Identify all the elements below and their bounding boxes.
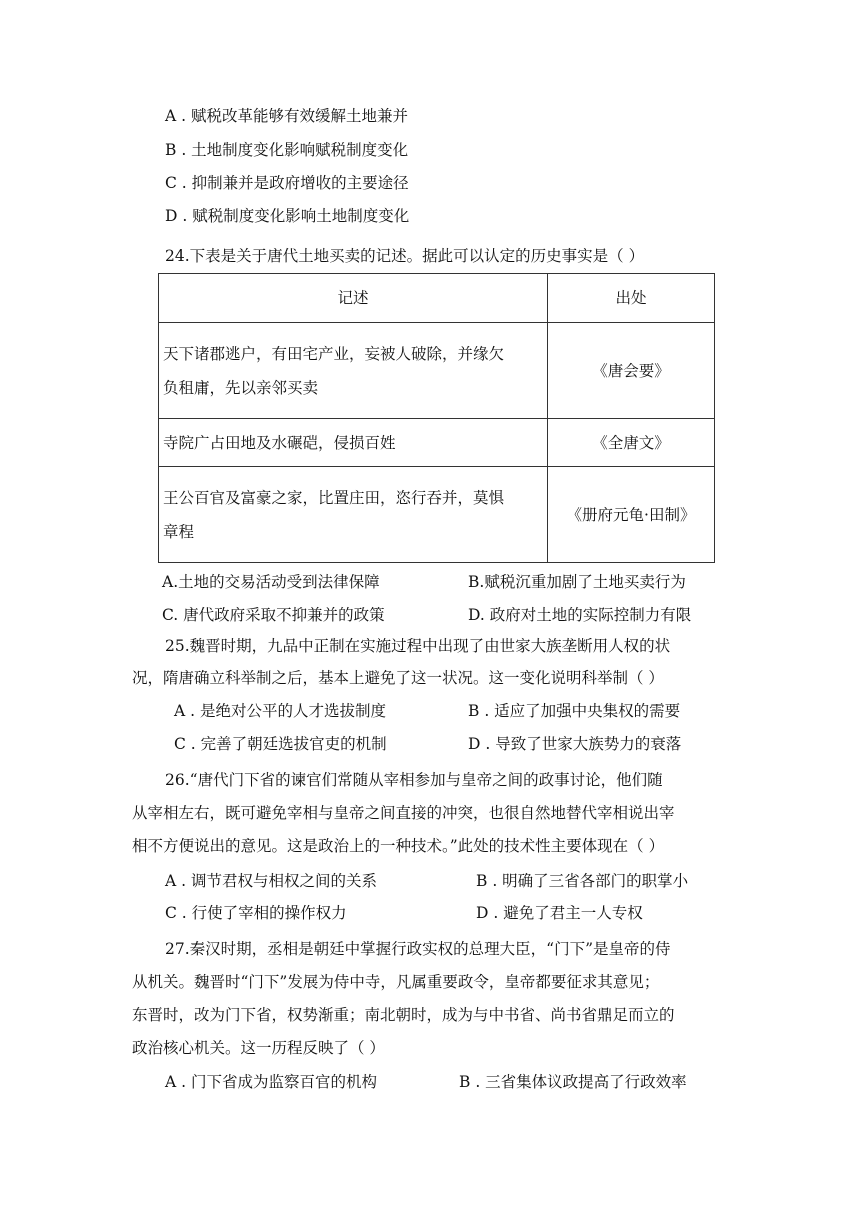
q25-stem-line-1: 25.魏晋时期，九品中正制在实施过程中出现了由世家大族垄断用人权的状 bbox=[165, 637, 671, 655]
q26-option-d: D . 避免了君主一人专权 bbox=[476, 904, 643, 922]
table-cell-record bbox=[159, 419, 548, 467]
q24-option-d: D. 政府对土地的实际控制力有限 bbox=[468, 606, 692, 624]
q27-stem-line-2: 从机关。魏晋时“门下”发展为侍中寺，凡属重要政令，皇帝都要征求其意见； bbox=[132, 973, 660, 991]
table-cell-source: 《册府元龟·田制》 bbox=[548, 467, 715, 563]
q26-stem-line-3: 相不方便说出的意见。这是政治上的一种技术。”此处的技术性主要体现在（ ） bbox=[132, 837, 665, 855]
table-cell-record bbox=[159, 467, 548, 563]
q25-stem-line-2: 况，隋唐确立科举制之后，基本上避免了这一状况。这一变化说明科举制（ ） bbox=[132, 669, 664, 687]
q26-option-a: A . 调节君权与相权之间的关系 bbox=[165, 872, 377, 890]
q25-option-a: A . 是绝对公平的人才选拔制度 bbox=[174, 702, 386, 720]
q23-option-d: D . 赋税制度变化影响土地制度变化 bbox=[165, 207, 410, 225]
record-line-1: 寺院广占田地及水碾硙，侵损百姓 bbox=[163, 433, 396, 452]
q27-stem-line-1: 27.秦汉时期，丞相是朝廷中掌握行政实权的总理大臣，“门下”是皇帝的侍 bbox=[165, 940, 671, 958]
q27-stem-line-3: 东晋时，改为门下省，权势渐重；南北朝时，成为与中书省、尚书省鼎足而立的 bbox=[132, 1006, 675, 1024]
q23-option-b: B . 土地制度变化影响赋税制度变化 bbox=[165, 141, 409, 159]
q24-option-c: C. 唐代政府采取不抑兼并的政策 bbox=[162, 606, 385, 624]
table-header-row bbox=[159, 274, 715, 323]
q24-source-table bbox=[158, 273, 715, 563]
table-cell-source: 《全唐文》 bbox=[548, 419, 715, 467]
q26-option-c: C . 行使了宰相的操作权力 bbox=[165, 904, 347, 922]
table-header-record: 记述 bbox=[159, 274, 548, 323]
table-header-source: 出处 bbox=[548, 274, 715, 323]
table-cell-source: 《唐会要》 bbox=[548, 323, 715, 419]
q23-option-c: C . 抑制兼并是政府增收的主要途径 bbox=[165, 174, 409, 192]
q24-option-b: B.赋税沉重加剧了土地买卖行为 bbox=[468, 573, 686, 591]
q24-stem: 24.下表是关于唐代土地买卖的记述。据此可以认定的历史事实是（ ） bbox=[165, 247, 645, 265]
q25-option-b: B . 适应了加强中央集权的需要 bbox=[468, 702, 681, 720]
q27-stem-line-4: 政治核心机关。这一历程反映了（ ） bbox=[132, 1039, 385, 1057]
q26-stem-line-2: 从宰相左右，既可避免宰相与皇帝之间直接的冲突，也很自然地替代宰相说出宰 bbox=[132, 804, 675, 822]
q23-option-a: A . 赋税改革能够有效缓解土地兼并 bbox=[165, 107, 408, 125]
record-line-1: 王公百官及富豪之家，比置庄田，恣行吞并，莫惧 bbox=[163, 488, 505, 507]
q26-option-b: B . 明确了三省各部门的职掌小 bbox=[476, 872, 689, 890]
q27-option-a: A . 门下省成为监察百官的机构 bbox=[165, 1073, 377, 1091]
q27-option-b: B . 三省集体议政提高了行政效率 bbox=[459, 1073, 687, 1091]
record-line-1: 天下诸郡逃户，有田宅产业，妄被人破除，并缘欠 bbox=[163, 344, 505, 363]
q25-option-d: D . 导致了世家大族势力的衰落 bbox=[468, 735, 682, 753]
record-line-2: 负租庸，先以亲邻买卖 bbox=[163, 378, 319, 397]
q25-option-c: C . 完善了朝廷选拔官吏的机制 bbox=[174, 735, 387, 753]
table-row bbox=[159, 419, 715, 467]
record-line-2: 章程 bbox=[163, 522, 195, 541]
table-row bbox=[159, 467, 715, 563]
q26-stem-line-1: 26.“唐代门下省的谏官们常随从宰相参加与皇帝之间的政事讨论，他们随 bbox=[165, 771, 663, 789]
table-row bbox=[159, 323, 715, 419]
q24-option-a: A.土地的交易活动受到法律保障 bbox=[162, 573, 380, 591]
table-cell-record bbox=[159, 323, 548, 419]
